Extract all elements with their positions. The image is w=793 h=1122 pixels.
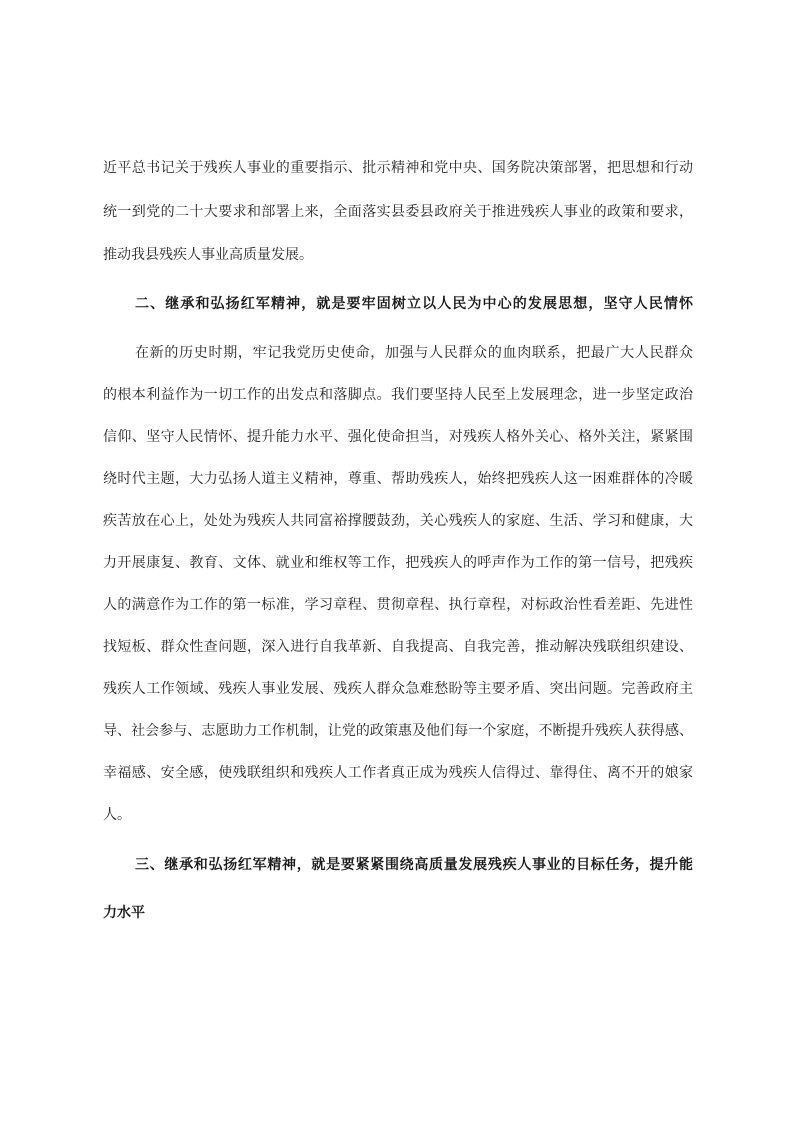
section-heading-2: 二、继承和弘扬红军精神，就是要牢固树立以人民为中心的发展思想，坚守人民情怀 [135, 296, 693, 312]
body-line: 人的满意作为工作的第一标准，学习章程、贯彻章程、执行章程，对标政治性看差距、先进性 [103, 597, 693, 613]
body-line: 找短板、群众性查问题，深入进行自我革新、自我提高、自我完善，推动解决残联组织建设、 [103, 639, 693, 655]
section-heading-3: 三、继承和弘扬红军精神，就是要紧紧围绕高质量发展残疾人事业的目标任务，提升能 [135, 857, 693, 873]
body-line: 信仰、坚守人民情怀、提升能力水平、强化使命担当，对残疾人格外关心、格外关注，紧紧围 [103, 429, 693, 445]
intro-line: 统一到党的二十大要求和部署上来，全面落实县委县政府关于推进残疾人事业的政策和要求， [103, 204, 693, 220]
body-line: 人。 [103, 807, 131, 823]
body-line: 力开展康复、教育、文体、就业和维权等工作，把残疾人的呼声作为工作的第一信号，把残疾 [103, 555, 693, 571]
body-line: 在新的历史时期，牢记我党历史使命，加强与人民群众的血肉联系，把最广大人民群众 [135, 345, 693, 361]
body-line: 的根本利益作为一切工作的出发点和落脚点。我们要坚持人民至上发展理念，进一步坚定政治 [103, 387, 693, 403]
intro-line: 推动我县残疾人事业高质量发展。 [103, 247, 313, 263]
body-line: 绕时代主题，大力弘扬人道主义精神，尊重、帮助残疾人，始终把残疾人这一困难群体的冷暖 [103, 471, 693, 487]
section-heading-3-cont: 力水平 [103, 905, 145, 921]
body-line: 疾苦放在心上，处处为残疾人共同富裕撑腰鼓劲，关心残疾人的家庭、生活、学习和健康，大 [103, 513, 693, 529]
body-line: 残疾人工作领域、残疾人事业发展、残疾人群众急难愁盼等主要矛盾、突出问题。完善政府主 [103, 681, 693, 697]
intro-line: 近平总书记关于残疾人事业的重要指示、批示精神和党中央、国务院决策部署，把思想和行动 [103, 160, 693, 176]
body-line: 幸福感、安全感，使残联组织和残疾人工作者真正成为残疾人信得过、靠得住、离不开的娘家 [103, 765, 693, 781]
body-line: 导、社会参与、志愿助力工作机制，让党的政策惠及他们每一个家庭，不断提升残疾人获得感、 [103, 723, 693, 739]
